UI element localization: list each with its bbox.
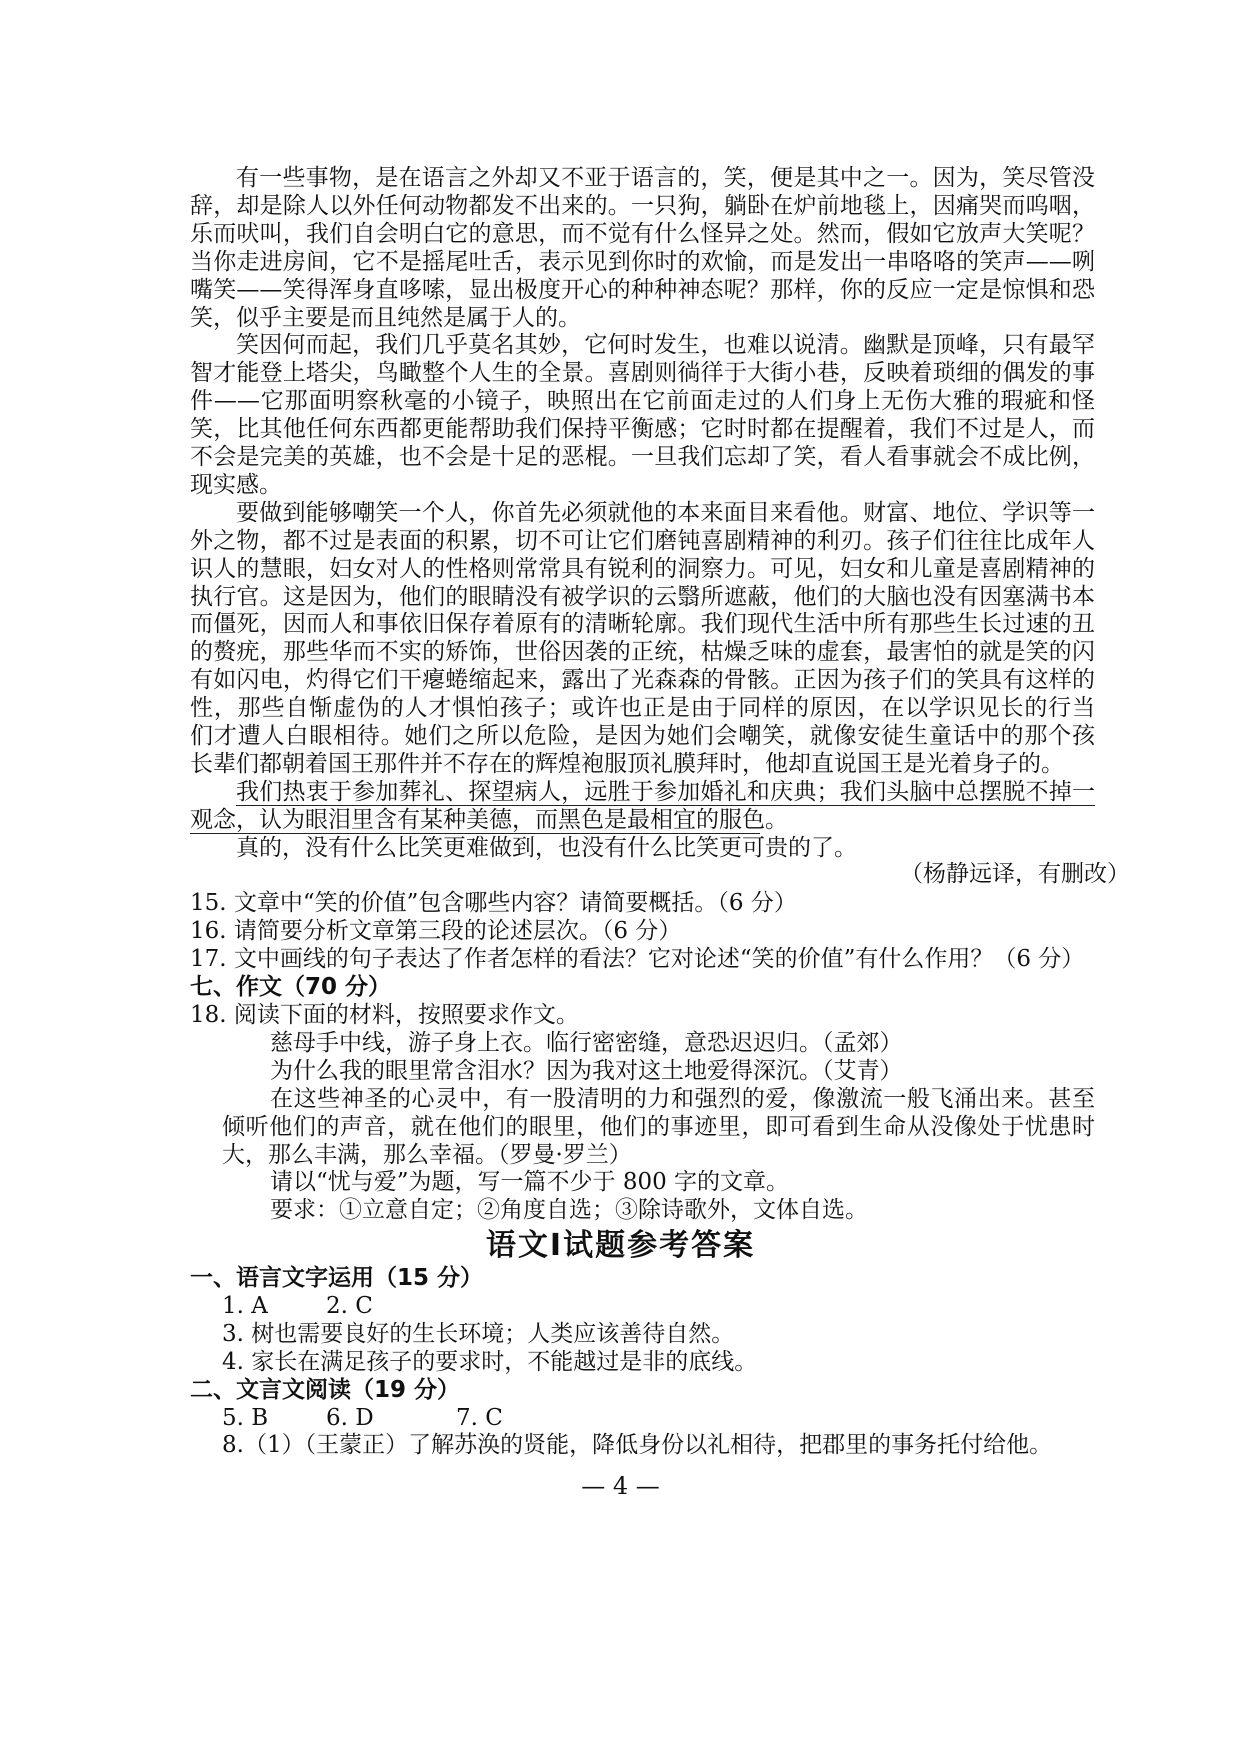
article-paragraph-line: 的赘疣，那些华而不实的矫饰，世俗因袭的正统，枯燥乏味的虚套，最害怕的就是笑的闪 bbox=[190, 639, 1095, 666]
article-paragraph-line: 件——它那面明察秋毫的小镜子，映照出在它前面走过的人们身上无伤大雅的瑕疵和怪 bbox=[190, 388, 1095, 415]
article-paragraph-line: 当你走进房间，它不是摇尾吐舌，表示见到你时的欢愉，而是发出一串咯咯的笑声——咧 bbox=[190, 248, 1095, 275]
article-paragraph-line: 现实感。 bbox=[190, 471, 282, 498]
article-paragraph-line: 长辈们都朝着国王那件并不存在的辉煌袍服顶礼膜拜时，他却直说国王是光着身子的。 bbox=[190, 750, 1064, 777]
answer-section-heading: 二、文言文阅读（19 分） bbox=[190, 1376, 461, 1403]
question-item: 17. 文中画线的句子表达了作者怎样的看法？它对论述“笑的价值”有什么作用？（6 分） bbox=[190, 946, 1085, 973]
question-item: 16. 请简要分析文章第三段的论述层次。（6 分） bbox=[190, 918, 682, 945]
answer-item: 4. 家长在满足孩子的要求时，不能越过是非的底线。 bbox=[222, 1348, 758, 1375]
article-paragraph-line: 嘴笑——笑得浑身直哆嗦，显出极度开心的种种神态呢？那样，你的反应一定是惊惧和恐 bbox=[190, 276, 1095, 303]
question-item: 15. 文章中“笑的价值”包含哪些内容？请简要概括。（6 分） bbox=[190, 890, 797, 917]
answer-item: 3. 树也需要良好的生长环境；人类应该善待自然。 bbox=[222, 1320, 735, 1347]
article-paragraph-line: 笑，比其他任何东西都更能帮助我们保持平衡感；它时时都在提醒着，我们不过是人，而 bbox=[190, 416, 1095, 443]
answer-item: 5. B bbox=[222, 1404, 269, 1431]
article-paragraph-line: 真的，没有什么比笑更难做到，也没有什么比笑更可贵的了。 bbox=[236, 834, 857, 861]
article-paragraph-line: 观念，认为眼泪里含有某种美德，而黑色是最相宜的服色。 bbox=[190, 806, 788, 833]
answer-item: 2. C bbox=[326, 1292, 373, 1319]
article-paragraph-line: 乐而吠叫，我们自会明白它的意思，而不觉有什么怪异之处。然而，假如它放声大笑呢？ bbox=[190, 220, 1095, 247]
answer-key-title: 语文Ⅰ试题参考答案 bbox=[485, 1228, 756, 1263]
article-paragraph-line: 我们热衷于参加葬礼、探望病人，远胜于参加婚礼和庆典；我们头脑中总摆脱不掉一 bbox=[236, 778, 1095, 805]
material-line: 在这些神圣的心灵中，有一股清明的力和强烈的爱，像激流一般飞涌出来。甚至 bbox=[270, 1085, 1095, 1112]
section-heading: 七、作文（70 分） bbox=[190, 974, 392, 1001]
answer-item: 6. D bbox=[326, 1404, 374, 1431]
article-paragraph-line: 不会是完美的英雄，也不会是十足的恶棍。一旦我们忘却了笑，看人看事就会不成比例， bbox=[190, 444, 1095, 470]
article-paragraph-line: 性，那些自惭虚伪的人才惧怕孩子；或许也正是由于同样的原因，在以学识见长的行当 bbox=[190, 695, 1095, 722]
article-source: （杨静远译，有删改） bbox=[900, 860, 1130, 887]
material-line: 慈母手中线，游子身上衣。临行密密缝，意恐迟迟归。（孟郊） bbox=[270, 1029, 903, 1056]
article-paragraph-line: 们才遭人白眼相待。她们之所以危险，是因为她们会嘲笑，就像安徒生童话中的那个孩 bbox=[190, 723, 1095, 749]
answer-item: 7. C bbox=[456, 1404, 503, 1431]
essay-prompt: 请以“忧与爱”为题，写一篇不少于 800 字的文章。 bbox=[270, 1169, 790, 1196]
article-paragraph-line: 有如闪电，灼得它们干瘪蜷缩起来，露出了光森森的骨骸。正因为孩子们的笑具有这样的 bbox=[190, 667, 1095, 694]
article-paragraph-line: 要做到能够嘲笑一个人，你首先必须就他的本来面目来看他。财富、地位、学识等一 bbox=[236, 499, 1095, 526]
essay-requirements: 要求：①立意自定；②角度自选；③除诗歌外，文体自选。 bbox=[270, 1197, 868, 1224]
article-paragraph-line: 有一些事物，是在语言之外却又不亚于语言的，笑，便是其中之一。因为，笑尽管没 bbox=[236, 165, 1095, 191]
question-item: 18. 阅读下面的材料，按照要求作文。 bbox=[190, 1002, 579, 1028]
article-paragraph-line: 智才能登上塔尖，鸟瞰整个人生的全景。喜剧则徜徉于大街小巷，反映着琐细的偶发的事 bbox=[190, 360, 1095, 387]
material-line: 倾听他们的声音，就在他们的眼里，他们的事迹里，即可看到生命从没像处于忧患时 bbox=[222, 1113, 1095, 1140]
article-paragraph-line: 笑因何而起，我们几乎莫名其妙，它何时发生，也难以说清。幽默是顶峰，只有最罕 bbox=[236, 332, 1095, 359]
material-line: 大，那么丰满，那么幸福。（罗曼·罗兰） bbox=[222, 1141, 632, 1168]
article-paragraph-line: 而僵死，因而人和事依旧保存着原有的清晰轮廓。我们现代生活中所有那些生长过速的丑 bbox=[190, 611, 1095, 638]
article-paragraph-line: 识人的慧眼，妇女对人的性格则常常具有锐利的洞察力。可见，妇女和儿童是喜剧精神的 bbox=[190, 555, 1095, 582]
article-paragraph-line: 执行官。这是因为，他们的眼睛没有被学识的云翳所遮蔽，他们的大脑也没有因塞满书本 bbox=[190, 583, 1095, 610]
answer-item: 8.（1）（王蒙正）了解苏涣的贤能，降低身份以礼相待，把郡里的事务托付给他。 bbox=[222, 1432, 1053, 1459]
answer-item: 1. A bbox=[222, 1292, 268, 1319]
article-paragraph-line: 外之物，都不过是表面的积累，切不可让它们磨钝喜剧精神的利刃。孩子们往往比成年人 bbox=[190, 527, 1095, 554]
material-line: 为什么我的眼里常含泪水？因为我对这土地爱得深沉。（艾青） bbox=[270, 1057, 903, 1084]
article-paragraph-line: 笑，似乎主要是而且纯然是属于人的。 bbox=[190, 304, 581, 331]
article-paragraph-line: 辞，却是除人以外任何动物都发不出来的。一只狗，躺卧在炉前地毯上，因痛哭而呜咽， bbox=[190, 192, 1095, 219]
page-number: — 4 — bbox=[581, 1472, 660, 1500]
answer-section-heading: 一、语言文字运用（15 分） bbox=[190, 1265, 484, 1291]
